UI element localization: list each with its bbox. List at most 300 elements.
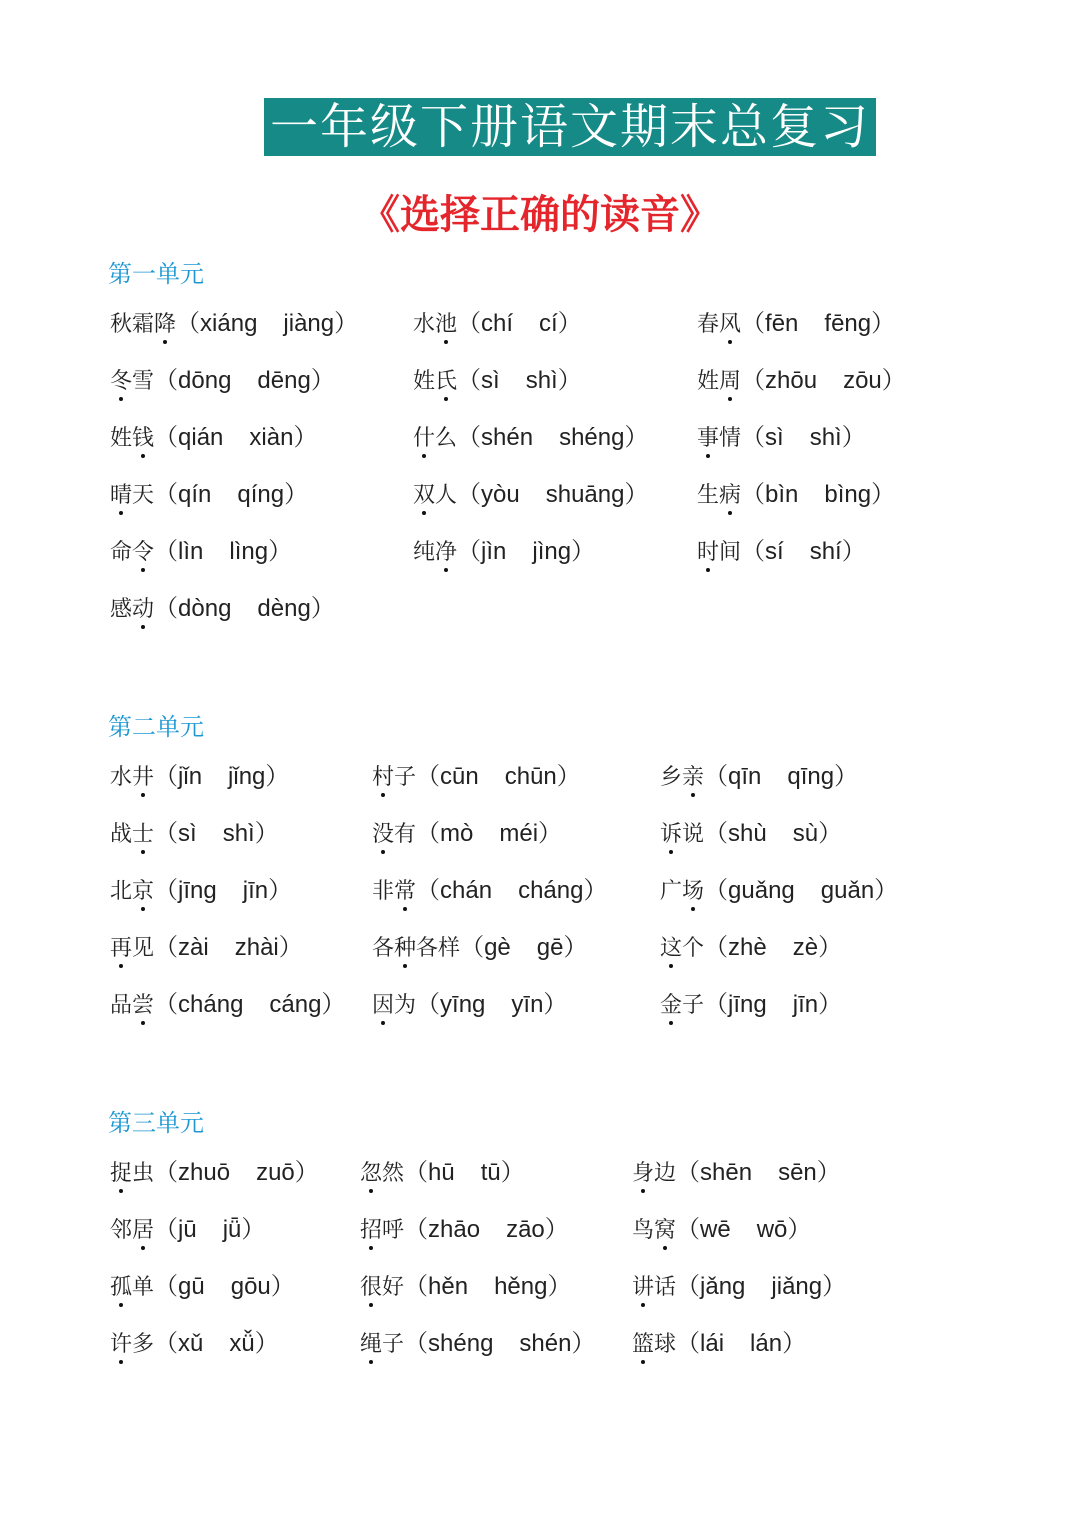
open-paren: （ bbox=[704, 763, 729, 790]
character: 边 bbox=[654, 1161, 677, 1186]
pinyin-option-1[interactable]: sì bbox=[481, 367, 500, 394]
close-paren: ） bbox=[310, 367, 335, 394]
dotted-character: 许 bbox=[110, 1325, 132, 1365]
pinyin-item bbox=[660, 984, 842, 1024]
character: 各 bbox=[416, 936, 439, 961]
dotted-character: 风 bbox=[719, 305, 741, 345]
pinyin-option-2[interactable]: jīn bbox=[242, 877, 269, 904]
hanzi-word bbox=[110, 1154, 154, 1194]
close-paren: ） bbox=[544, 1216, 569, 1243]
character: 邻 bbox=[110, 1218, 133, 1243]
pinyin-item bbox=[697, 303, 895, 343]
pinyin-option-1[interactable]: mò bbox=[440, 820, 474, 847]
dotted-character: 孤 bbox=[110, 1268, 132, 1308]
pinyin-option-2[interactable]: cí bbox=[539, 310, 558, 337]
pinyin-item bbox=[413, 303, 582, 343]
pinyin-option-2[interactable]: fēng bbox=[824, 310, 872, 337]
pinyin-item bbox=[110, 1152, 319, 1192]
pinyin-option-2[interactable]: sēn bbox=[778, 1159, 817, 1186]
pinyin-option-1[interactable]: dōng bbox=[178, 367, 232, 394]
pinyin-item bbox=[372, 984, 567, 1024]
pinyin-option-1[interactable]: xiáng bbox=[200, 310, 258, 337]
character: 北 bbox=[110, 879, 133, 904]
hanzi-word bbox=[110, 362, 154, 402]
hanzi-word bbox=[660, 929, 704, 969]
dotted-character: 没 bbox=[372, 815, 394, 855]
pinyin-option-1[interactable]: dòng bbox=[178, 595, 232, 622]
close-paren: ） bbox=[624, 424, 649, 451]
pinyin-option-1[interactable]: jīng bbox=[728, 991, 767, 1018]
open-paren: （ bbox=[741, 310, 766, 337]
pinyin-item bbox=[360, 1323, 595, 1363]
dotted-character: 双 bbox=[413, 476, 435, 516]
pinyin-option-2[interactable]: jiàng bbox=[283, 310, 335, 337]
character: 霜 bbox=[132, 312, 155, 337]
open-paren: （ bbox=[154, 820, 179, 847]
dotted-character: 士 bbox=[132, 815, 154, 855]
pinyin-option-2[interactable]: lìng bbox=[229, 538, 269, 565]
close-paren: ） bbox=[881, 367, 906, 394]
character: 感 bbox=[110, 597, 133, 622]
hanzi-word bbox=[697, 419, 741, 459]
hanzi-word bbox=[110, 590, 154, 630]
hanzi-word bbox=[360, 1325, 404, 1365]
hanzi-word bbox=[372, 872, 416, 912]
close-paren: ） bbox=[871, 310, 896, 337]
hanzi-word bbox=[632, 1325, 676, 1365]
hanzi-word bbox=[660, 986, 704, 1026]
dotted-character: 篮 bbox=[632, 1325, 654, 1365]
open-paren: （ bbox=[704, 877, 729, 904]
character: 命 bbox=[110, 540, 133, 565]
pinyin-option-2[interactable]: qīng bbox=[787, 763, 835, 790]
character: 个 bbox=[682, 936, 705, 961]
pinyin-option-1[interactable]: cūn bbox=[440, 763, 479, 790]
pinyin-option-1[interactable]: zhuō bbox=[178, 1159, 231, 1186]
close-paren: ） bbox=[556, 763, 581, 790]
close-paren: ） bbox=[557, 367, 582, 394]
character: 情 bbox=[719, 426, 742, 451]
pinyin-option-2[interactable]: shí bbox=[809, 538, 842, 565]
open-paren: （ bbox=[154, 1273, 179, 1300]
pinyin-option-1[interactable]: jū bbox=[178, 1216, 197, 1243]
dotted-character: 净 bbox=[435, 533, 457, 573]
pinyin-item bbox=[697, 474, 895, 514]
pinyin-item bbox=[110, 588, 335, 628]
pinyin-option-1[interactable]: sì bbox=[178, 820, 197, 847]
hanzi-word bbox=[360, 1211, 404, 1251]
dotted-character: 降 bbox=[154, 305, 176, 345]
pinyin-option-1[interactable]: zài bbox=[178, 934, 209, 961]
pinyin-option-2[interactable]: qíng bbox=[237, 481, 285, 508]
character: 子 bbox=[682, 993, 705, 1018]
pinyin-option-2[interactable]: zāo bbox=[506, 1216, 545, 1243]
hanzi-word bbox=[372, 758, 416, 798]
pinyin-item bbox=[110, 756, 289, 796]
pinyin-option-1[interactable]: zhāo bbox=[428, 1216, 481, 1243]
pinyin-option-2[interactable]: zōu bbox=[843, 367, 882, 394]
open-paren: （ bbox=[704, 820, 729, 847]
pinyin-item bbox=[110, 360, 335, 400]
open-paren: （ bbox=[404, 1273, 429, 1300]
hanzi-word bbox=[360, 1154, 404, 1194]
title-banner: 一年级下册语文期末总复习 bbox=[264, 98, 876, 156]
dotted-character: 因 bbox=[372, 986, 394, 1026]
pinyin-item bbox=[110, 474, 308, 514]
dotted-character: 种 bbox=[394, 929, 416, 969]
dotted-character: 晴 bbox=[110, 476, 132, 516]
hanzi-word bbox=[413, 362, 457, 402]
hanzi-word bbox=[372, 929, 460, 969]
close-paren: ） bbox=[254, 820, 279, 847]
pinyin-option-2[interactable]: chūn bbox=[504, 763, 557, 790]
pinyin-option-1[interactable]: guǎng bbox=[728, 877, 795, 904]
character: 各 bbox=[372, 936, 395, 961]
open-paren: （ bbox=[154, 1330, 179, 1357]
character: 姓 bbox=[697, 369, 720, 394]
pinyin-item bbox=[697, 417, 866, 457]
character: 样 bbox=[438, 936, 461, 961]
pinyin-option-1[interactable]: jǐn bbox=[178, 763, 203, 790]
hanzi-word bbox=[632, 1154, 676, 1194]
character: 虫 bbox=[132, 1161, 155, 1186]
pinyin-item bbox=[372, 927, 587, 967]
character: 子 bbox=[382, 1332, 405, 1357]
hanzi-word bbox=[110, 533, 154, 573]
hanzi-word bbox=[697, 305, 741, 345]
hanzi-word bbox=[110, 872, 154, 912]
hanzi-word bbox=[110, 758, 154, 798]
unit-heading-2: 第二单元 bbox=[108, 713, 204, 741]
pinyin-item bbox=[413, 474, 648, 514]
character: 球 bbox=[654, 1332, 677, 1357]
character: 然 bbox=[382, 1161, 405, 1186]
pinyin-option-2[interactable]: shuāng bbox=[545, 481, 625, 508]
pinyin-option-2[interactable]: shén bbox=[519, 1330, 572, 1357]
hanzi-word bbox=[413, 419, 457, 459]
open-paren: （ bbox=[154, 1216, 179, 1243]
hanzi-word bbox=[632, 1211, 676, 1251]
close-paren: ） bbox=[557, 310, 582, 337]
pinyin-item bbox=[413, 417, 648, 457]
open-paren: （ bbox=[704, 934, 729, 961]
pinyin-option-2[interactable]: bìng bbox=[824, 481, 872, 508]
pinyin-option-1[interactable]: chán bbox=[440, 877, 493, 904]
character: 话 bbox=[654, 1275, 677, 1300]
character: 好 bbox=[382, 1275, 405, 1300]
close-paren: ） bbox=[871, 481, 896, 508]
pinyin-option-2[interactable]: jìng bbox=[532, 538, 572, 565]
character: 秋 bbox=[110, 312, 133, 337]
open-paren: （ bbox=[741, 424, 766, 451]
open-paren: （ bbox=[154, 877, 179, 904]
character: 非 bbox=[372, 879, 395, 904]
pinyin-item bbox=[110, 531, 292, 571]
dotted-character: 场 bbox=[682, 872, 704, 912]
dotted-character: 时 bbox=[697, 533, 719, 573]
dotted-character: 捉 bbox=[110, 1154, 132, 1194]
close-paren: ） bbox=[841, 424, 866, 451]
dotted-character: 窝 bbox=[654, 1211, 676, 1251]
open-paren: （ bbox=[457, 481, 482, 508]
close-paren: ） bbox=[874, 877, 899, 904]
dotted-character: 绳 bbox=[360, 1325, 382, 1365]
hanzi-word bbox=[110, 1268, 154, 1308]
pinyin-option-2[interactable]: zhài bbox=[234, 934, 279, 961]
close-paren: ） bbox=[321, 991, 346, 1018]
pinyin-option-1[interactable]: shù bbox=[728, 820, 767, 847]
pinyin-item bbox=[632, 1323, 806, 1363]
open-paren: （ bbox=[154, 595, 179, 622]
pinyin-item bbox=[632, 1209, 811, 1249]
pinyin-option-2[interactable]: méi bbox=[499, 820, 539, 847]
pinyin-option-1[interactable]: chí bbox=[481, 310, 514, 337]
open-paren: （ bbox=[154, 934, 179, 961]
close-paren: ） bbox=[624, 481, 649, 508]
dotted-character: 很 bbox=[360, 1268, 382, 1308]
pinyin-option-1[interactable]: hū bbox=[428, 1159, 455, 1186]
pinyin-option-2[interactable]: yīn bbox=[511, 991, 544, 1018]
close-paren: ） bbox=[834, 763, 859, 790]
pinyin-option-2[interactable]: jǐng bbox=[228, 763, 266, 790]
close-paren: ） bbox=[500, 1159, 525, 1186]
pinyin-item bbox=[632, 1266, 846, 1306]
pinyin-option-1[interactable]: gū bbox=[178, 1273, 205, 1300]
pinyin-item bbox=[372, 756, 581, 796]
close-paren: ） bbox=[822, 1273, 847, 1300]
open-paren: （ bbox=[416, 763, 441, 790]
open-paren: （ bbox=[676, 1159, 701, 1186]
pinyin-option-1[interactable]: hěn bbox=[428, 1273, 469, 1300]
close-paren: ） bbox=[254, 1330, 279, 1357]
pinyin-option-1[interactable]: zhōu bbox=[765, 367, 818, 394]
open-paren: （ bbox=[457, 310, 482, 337]
pinyin-option-1[interactable]: lái bbox=[700, 1330, 725, 1357]
dotted-character: 井 bbox=[132, 758, 154, 798]
pinyin-option-2[interactable]: shì bbox=[525, 367, 558, 394]
hanzi-word bbox=[413, 305, 457, 345]
open-paren: （ bbox=[457, 424, 482, 451]
dotted-character: 忽 bbox=[360, 1154, 382, 1194]
open-paren: （ bbox=[457, 538, 482, 565]
hanzi-word bbox=[110, 815, 154, 855]
pinyin-option-1[interactable]: jīng bbox=[178, 877, 217, 904]
pinyin-option-2[interactable]: dèng bbox=[257, 595, 311, 622]
close-paren: ） bbox=[310, 595, 335, 622]
pinyin-item bbox=[360, 1152, 525, 1192]
pinyin-item bbox=[413, 531, 595, 571]
pinyin-item bbox=[110, 1209, 265, 1249]
pinyin-option-2[interactable]: tū bbox=[480, 1159, 501, 1186]
dotted-character: 常 bbox=[394, 872, 416, 912]
pinyin-option-2[interactable]: shì bbox=[222, 820, 255, 847]
pinyin-option-2[interactable]: gōu bbox=[230, 1273, 271, 1300]
character: 天 bbox=[132, 483, 155, 508]
open-paren: （ bbox=[676, 1330, 701, 1357]
open-paren: （ bbox=[154, 424, 179, 451]
pinyin-option-2[interactable]: dēng bbox=[257, 367, 311, 394]
pinyin-option-2[interactable]: cáng bbox=[269, 991, 322, 1018]
open-paren: （ bbox=[404, 1159, 429, 1186]
pinyin-option-2[interactable]: zuō bbox=[256, 1159, 295, 1186]
pinyin-item bbox=[413, 360, 582, 400]
character: 子 bbox=[394, 765, 417, 790]
dotted-character: 动 bbox=[132, 590, 154, 630]
character: 春 bbox=[697, 312, 720, 337]
pinyin-option-1[interactable]: gè bbox=[484, 934, 511, 961]
pinyin-option-2[interactable]: gē bbox=[536, 934, 564, 961]
close-paren: ） bbox=[284, 481, 309, 508]
pinyin-item bbox=[660, 927, 842, 967]
pinyin-option-1[interactable]: fēn bbox=[765, 310, 799, 337]
close-paren: ） bbox=[265, 763, 290, 790]
hanzi-word bbox=[110, 1325, 154, 1365]
character: 水 bbox=[110, 765, 133, 790]
character: 品 bbox=[110, 993, 133, 1018]
hanzi-word bbox=[110, 986, 154, 1026]
open-paren: （ bbox=[404, 1216, 429, 1243]
pinyin-option-2[interactable]: xǚ bbox=[229, 1330, 255, 1357]
pinyin-option-1[interactable]: lìn bbox=[178, 538, 204, 565]
dotted-character: 氏 bbox=[435, 362, 457, 402]
pinyin-option-2[interactable]: jǖ bbox=[222, 1216, 242, 1243]
open-paren: （ bbox=[404, 1330, 429, 1357]
unit-heading-1: 第一单元 bbox=[108, 260, 204, 288]
close-paren: ） bbox=[268, 538, 293, 565]
subtitle: 《选择正确的读音》 bbox=[360, 192, 720, 238]
open-paren: （ bbox=[741, 481, 766, 508]
open-paren: （ bbox=[704, 991, 729, 1018]
pinyin-option-1[interactable]: qīn bbox=[728, 763, 762, 790]
character: 间 bbox=[719, 540, 742, 565]
open-paren: （ bbox=[460, 934, 485, 961]
character: 为 bbox=[394, 993, 417, 1018]
open-paren: （ bbox=[416, 820, 441, 847]
hanzi-word bbox=[413, 533, 457, 573]
dotted-character: 讲 bbox=[632, 1268, 654, 1308]
hanzi-word bbox=[110, 476, 154, 516]
character: 生 bbox=[697, 483, 720, 508]
pinyin-item bbox=[632, 1152, 841, 1192]
close-paren: ） bbox=[816, 1159, 841, 1186]
dotted-character: 池 bbox=[435, 305, 457, 345]
pinyin-option-1[interactable]: shén bbox=[481, 424, 534, 451]
dotted-character: 钱 bbox=[132, 419, 154, 459]
pinyin-option-2[interactable]: xiàn bbox=[249, 424, 294, 451]
open-paren: （ bbox=[154, 538, 179, 565]
dotted-character: 病 bbox=[719, 476, 741, 516]
pinyin-item bbox=[110, 870, 292, 910]
pinyin-option-2[interactable]: cháng bbox=[518, 877, 584, 904]
pinyin-option-2[interactable]: zè bbox=[792, 934, 819, 961]
character: 呼 bbox=[382, 1218, 405, 1243]
open-paren: （ bbox=[676, 1216, 701, 1243]
open-paren: （ bbox=[416, 877, 441, 904]
pinyin-item bbox=[110, 927, 303, 967]
pinyin-option-1[interactable]: zhè bbox=[728, 934, 767, 961]
pinyin-option-2[interactable]: shéng bbox=[559, 424, 625, 451]
close-paren: ） bbox=[818, 991, 843, 1018]
hanzi-word bbox=[697, 533, 741, 573]
pinyin-option-2[interactable]: jīn bbox=[792, 991, 819, 1018]
pinyin-option-1[interactable]: sí bbox=[765, 538, 784, 565]
pinyin-item bbox=[110, 303, 358, 343]
pinyin-item bbox=[660, 813, 842, 853]
dotted-character: 冬 bbox=[110, 362, 132, 402]
pinyin-item bbox=[360, 1209, 569, 1249]
close-paren: ） bbox=[293, 424, 318, 451]
hanzi-word bbox=[372, 986, 416, 1026]
close-paren: ） bbox=[241, 1216, 266, 1243]
close-paren: ） bbox=[787, 1216, 812, 1243]
pinyin-option-2[interactable]: hěng bbox=[494, 1273, 548, 1300]
open-paren: （ bbox=[154, 1159, 179, 1186]
pinyin-item bbox=[697, 531, 866, 571]
character: 有 bbox=[394, 822, 417, 847]
pinyin-option-1[interactable]: jìn bbox=[481, 538, 507, 565]
close-paren: ） bbox=[782, 1330, 807, 1357]
character: 多 bbox=[132, 1332, 155, 1357]
pinyin-option-1[interactable]: shēn bbox=[700, 1159, 753, 1186]
pinyin-option-2[interactable]: wō bbox=[756, 1216, 788, 1243]
pinyin-item bbox=[660, 756, 858, 796]
hanzi-word bbox=[372, 815, 416, 855]
dotted-character: 金 bbox=[660, 986, 682, 1026]
pinyin-option-1[interactable]: bìn bbox=[765, 481, 799, 508]
pinyin-item bbox=[660, 870, 898, 910]
pinyin-item bbox=[110, 984, 345, 1024]
close-paren: ） bbox=[583, 877, 608, 904]
character: 雪 bbox=[132, 369, 155, 394]
pinyin-option-2[interactable]: lán bbox=[750, 1330, 783, 1357]
character: 姓 bbox=[413, 369, 436, 394]
character: 姓 bbox=[110, 426, 133, 451]
close-paren: ） bbox=[294, 1159, 319, 1186]
pinyin-option-2[interactable]: jiǎng bbox=[771, 1273, 823, 1300]
pinyin-option-1[interactable]: sì bbox=[765, 424, 784, 451]
pinyin-option-1[interactable]: yòu bbox=[481, 481, 520, 508]
dotted-character: 什 bbox=[413, 419, 435, 459]
pinyin-option-1[interactable]: jǎng bbox=[700, 1273, 746, 1300]
pinyin-option-1[interactable]: xǔ bbox=[178, 1330, 204, 1357]
pinyin-option-2[interactable]: guǎn bbox=[820, 877, 875, 904]
pinyin-item bbox=[110, 813, 279, 853]
dotted-character: 京 bbox=[132, 872, 154, 912]
pinyin-option-1[interactable]: qín bbox=[178, 481, 212, 508]
pinyin-option-2[interactable]: shì bbox=[809, 424, 842, 451]
pinyin-option-1[interactable]: wē bbox=[700, 1216, 731, 1243]
character: 人 bbox=[435, 483, 458, 508]
dotted-character: 令 bbox=[132, 533, 154, 573]
dotted-character: 再 bbox=[110, 929, 132, 969]
character: 纯 bbox=[413, 540, 436, 565]
dotted-character: 诉 bbox=[660, 815, 682, 855]
hanzi-word bbox=[660, 758, 704, 798]
hanzi-word bbox=[660, 815, 704, 855]
pinyin-item bbox=[372, 870, 607, 910]
dotted-character: 这 bbox=[660, 929, 682, 969]
character: 广 bbox=[660, 879, 683, 904]
pinyin-option-1[interactable]: cháng bbox=[178, 991, 244, 1018]
pinyin-item bbox=[110, 1266, 295, 1306]
close-paren: ） bbox=[278, 934, 303, 961]
hanzi-word bbox=[632, 1268, 676, 1308]
pinyin-option-2[interactable]: sù bbox=[792, 820, 819, 847]
pinyin-option-1[interactable]: yīng bbox=[440, 991, 486, 1018]
pinyin-option-1[interactable]: shéng bbox=[428, 1330, 494, 1357]
pinyin-item bbox=[110, 1323, 279, 1363]
pinyin-option-1[interactable]: qián bbox=[178, 424, 224, 451]
